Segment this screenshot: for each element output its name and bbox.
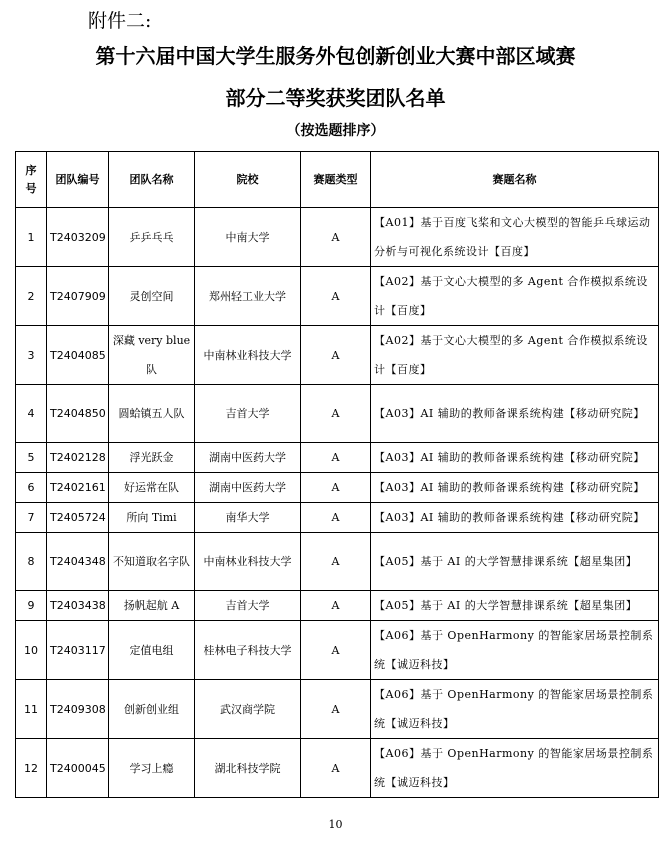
team-name: 浮光跃金 — [109, 443, 195, 473]
team-name: 创新创业组 — [109, 680, 195, 739]
attachment-label: 附件二: — [88, 10, 152, 32]
table-row — [16, 267, 659, 326]
award-table — [15, 151, 659, 798]
school-name: 湖南中医药大学 — [195, 443, 301, 473]
table-row — [16, 473, 659, 503]
school-name: 南华大学 — [195, 503, 301, 533]
team-name: 所向 Timi — [109, 503, 195, 533]
topic-name: 【A02】基于文心大模型的多 Agent 合作模拟系统设计【百度】 — [371, 267, 659, 326]
table-row — [16, 621, 659, 680]
topic-name: 【A05】基于 AI 的大学智慧排课系统【超星集团】 — [371, 591, 659, 621]
table-row — [16, 739, 659, 798]
topic-type: A — [301, 621, 371, 680]
document-subtitle: 部分二等奖获奖团队名单 — [225, 86, 446, 110]
team-name: 乒乒乓乓 — [109, 208, 195, 267]
topic-name: 【A03】AI 辅助的教师备课系统构建【移动研究院】 — [371, 385, 659, 443]
table-row — [16, 680, 659, 739]
document-title: 第十六届中国大学生服务外包创新创业大赛中部区域赛 — [95, 44, 576, 68]
team-code: T2404085 — [47, 326, 109, 385]
team-code: T2402128 — [47, 443, 109, 473]
topic-name: 【A05】基于 AI 的大学智慧排课系统【超星集团】 — [371, 533, 659, 591]
team-code: T2403209 — [47, 208, 109, 267]
column-header-school: 院校 — [195, 152, 301, 208]
topic-type: A — [301, 591, 371, 621]
team-code: T2400045 — [47, 739, 109, 798]
topic-type: A — [301, 739, 371, 798]
team-name: 学习上瘾 — [109, 739, 195, 798]
column-header-no: 序号 — [16, 152, 47, 208]
topic-type: A — [301, 533, 371, 591]
school-name: 湖南中医药大学 — [195, 473, 301, 503]
topic-name: 【A06】基于 OpenHarmony 的智能家居场景控制系统【诚迈科技】 — [371, 621, 659, 680]
topic-name: 【A03】AI 辅助的教师备课系统构建【移动研究院】 — [371, 503, 659, 533]
team-code: T2407909 — [47, 267, 109, 326]
school-name: 吉首大学 — [195, 591, 301, 621]
table-row — [16, 385, 659, 443]
team-name: 灵创空间 — [109, 267, 195, 326]
school-name: 郑州轻工业大学 — [195, 267, 301, 326]
table-row — [16, 533, 659, 591]
team-name: 扬帆起航 A — [109, 591, 195, 621]
topic-type: A — [301, 326, 371, 385]
team-code: T2404348 — [47, 533, 109, 591]
topic-name: 【A06】基于 OpenHarmony 的智能家居场景控制系统【诚迈科技】 — [371, 680, 659, 739]
row-number: 2 — [16, 267, 47, 326]
team-code: T2403438 — [47, 591, 109, 621]
table-row — [16, 208, 659, 267]
topic-name: 【A02】基于文心大模型的多 Agent 合作模拟系统设计【百度】 — [371, 326, 659, 385]
team-name: 圆蛤镇五人队 — [109, 385, 195, 443]
team-name: 好运常在队 — [109, 473, 195, 503]
sort-note: （按选题排序） — [286, 123, 385, 139]
team-name: 深藏 very blue 队 — [109, 326, 195, 385]
row-number: 10 — [16, 621, 47, 680]
row-number: 12 — [16, 739, 47, 798]
topic-type: A — [301, 680, 371, 739]
table-row — [16, 443, 659, 473]
column-header-code: 团队编号 — [47, 152, 109, 208]
table-row — [16, 326, 659, 385]
row-number: 4 — [16, 385, 47, 443]
school-name: 中南大学 — [195, 208, 301, 267]
topic-type: A — [301, 385, 371, 443]
school-name: 吉首大学 — [195, 385, 301, 443]
team-code: T2403117 — [47, 621, 109, 680]
school-name: 中南林业科技大学 — [195, 326, 301, 385]
team-code: T2405724 — [47, 503, 109, 533]
row-number: 7 — [16, 503, 47, 533]
row-number: 1 — [16, 208, 47, 267]
topic-name: 【A03】AI 辅助的教师备课系统构建【移动研究院】 — [371, 443, 659, 473]
column-header-type: 赛题类型 — [301, 152, 371, 208]
team-code: T2409308 — [47, 680, 109, 739]
row-number: 8 — [16, 533, 47, 591]
table-row — [16, 503, 659, 533]
row-number: 11 — [16, 680, 47, 739]
row-number: 5 — [16, 443, 47, 473]
team-name: 不知道取名字队 — [109, 533, 195, 591]
row-number: 3 — [16, 326, 47, 385]
school-name: 武汉商学院 — [195, 680, 301, 739]
school-name: 桂林电子科技大学 — [195, 621, 301, 680]
table-row — [16, 591, 659, 621]
team-code: T2402161 — [47, 473, 109, 503]
topic-type: A — [301, 208, 371, 267]
topic-type: A — [301, 473, 371, 503]
page-number: 10 — [328, 818, 343, 831]
team-code: T2404850 — [47, 385, 109, 443]
topic-name: 【A01】基于百度飞桨和文心大模型的智能乒乓球运动分析与可视化系统设计【百度】 — [371, 208, 659, 267]
topic-type: A — [301, 267, 371, 326]
column-header-topic: 赛题名称 — [371, 152, 659, 208]
topic-name: 【A06】基于 OpenHarmony 的智能家居场景控制系统【诚迈科技】 — [371, 739, 659, 798]
column-header-team: 团队名称 — [109, 152, 195, 208]
topic-name: 【A03】AI 辅助的教师备课系统构建【移动研究院】 — [371, 473, 659, 503]
school-name: 湖北科技学院 — [195, 739, 301, 798]
table-header-row — [16, 152, 659, 208]
team-name: 定值电组 — [109, 621, 195, 680]
school-name: 中南林业科技大学 — [195, 533, 301, 591]
row-number: 9 — [16, 591, 47, 621]
topic-type: A — [301, 443, 371, 473]
topic-type: A — [301, 503, 371, 533]
row-number: 6 — [16, 473, 47, 503]
